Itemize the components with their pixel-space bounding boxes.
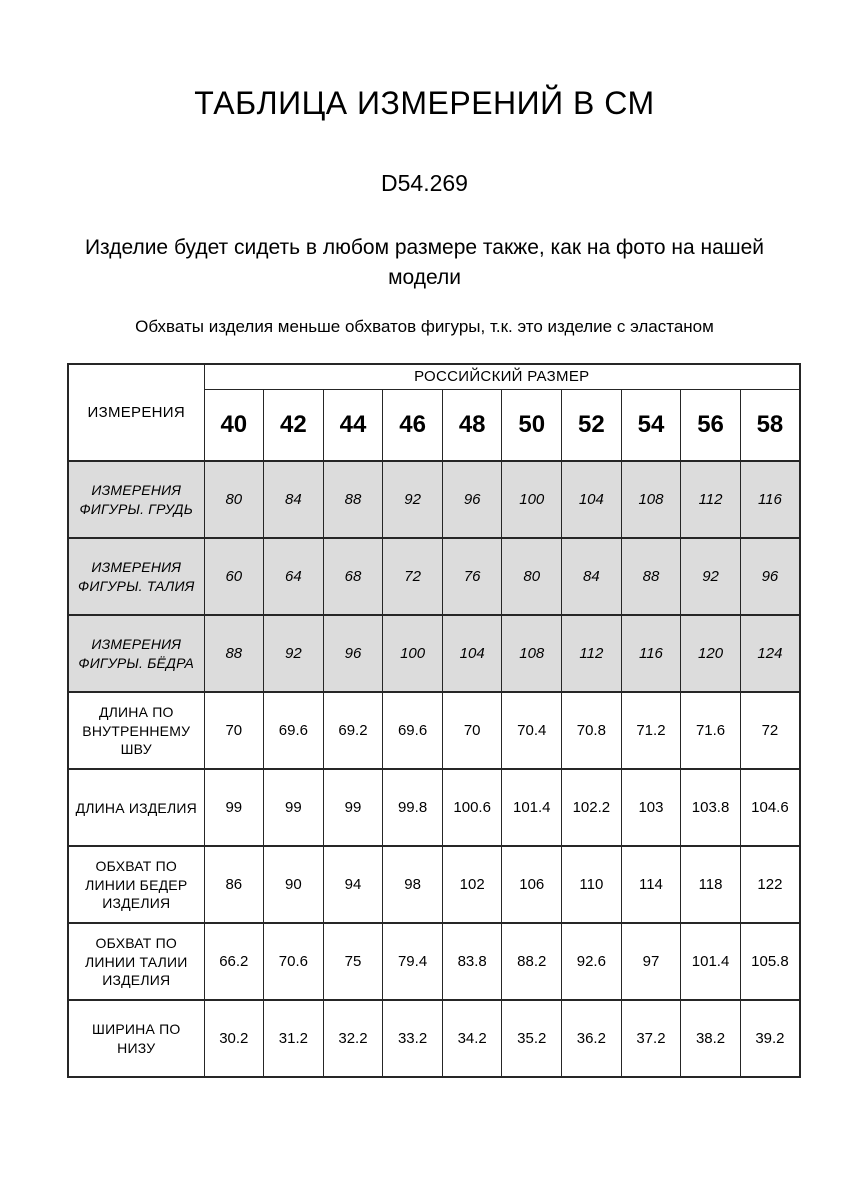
size-group-header: РОССИЙСКИЙ РАЗМЕР	[204, 364, 800, 389]
value-cell: 76	[442, 538, 502, 615]
value-cell: 116	[740, 461, 800, 538]
row-label-cell: ОБХВАТ ПО ЛИНИИ ТАЛИИ ИЗДЕЛИЯ	[68, 923, 204, 1000]
row-label-cell: ДЛИНА ПО ВНУТРЕННЕМУ ШВУ	[68, 692, 204, 769]
value-cell: 88	[323, 461, 383, 538]
value-cell: 100	[502, 461, 562, 538]
value-cell: 36.2	[562, 1000, 622, 1077]
value-cell: 92	[383, 461, 443, 538]
value-cell: 100	[383, 615, 443, 692]
row-label-cell: ИЗМЕРЕНИЯ ФИГУРЫ. БЁДРА	[68, 615, 204, 692]
value-cell: 34.2	[442, 1000, 502, 1077]
value-cell: 60	[204, 538, 264, 615]
value-cell: 110	[562, 846, 622, 923]
page-title: ТАБЛИЦА ИЗМЕРЕНИЙ В СМ	[194, 85, 655, 121]
row-label-cell: ИЗМЕРЕНИЯ ФИГУРЫ. ГРУДЬ	[68, 461, 204, 538]
value-cell: 112	[681, 461, 741, 538]
value-cell: 96	[740, 538, 800, 615]
size-header-cell: 40	[204, 389, 264, 461]
value-cell: 124	[740, 615, 800, 692]
size-header-cell: 58	[740, 389, 800, 461]
row-label-cell: ДЛИНА ИЗДЕЛИЯ	[68, 769, 204, 846]
size-header-cell: 56	[681, 389, 741, 461]
row-label-cell: ОБХВАТ ПО ЛИНИИ БЕДЕР ИЗДЕЛИЯ	[68, 846, 204, 923]
measurements-table	[67, 363, 801, 1078]
value-cell: 69.6	[264, 692, 324, 769]
value-cell: 37.2	[621, 1000, 681, 1077]
value-cell: 92.6	[562, 923, 622, 1000]
value-cell: 102.2	[562, 769, 622, 846]
value-cell: 88	[204, 615, 264, 692]
value-cell: 33.2	[383, 1000, 443, 1077]
value-cell: 84	[562, 538, 622, 615]
value-cell: 99.8	[383, 769, 443, 846]
value-cell: 92	[264, 615, 324, 692]
table-row	[68, 692, 800, 769]
value-cell: 80	[204, 461, 264, 538]
value-cell: 38.2	[681, 1000, 741, 1077]
value-cell: 96	[442, 461, 502, 538]
value-cell: 99	[264, 769, 324, 846]
value-cell: 101.4	[681, 923, 741, 1000]
model-code: D54.269	[381, 170, 468, 197]
value-cell: 72	[383, 538, 443, 615]
value-cell: 102	[442, 846, 502, 923]
value-cell: 69.6	[383, 692, 443, 769]
value-cell: 108	[502, 615, 562, 692]
value-cell: 88.2	[502, 923, 562, 1000]
value-cell: 114	[621, 846, 681, 923]
size-header-cell: 52	[562, 389, 622, 461]
value-cell: 92	[681, 538, 741, 615]
value-cell: 116	[621, 615, 681, 692]
value-cell: 35.2	[502, 1000, 562, 1077]
value-cell: 97	[621, 923, 681, 1000]
value-cell: 69.2	[323, 692, 383, 769]
value-cell: 120	[681, 615, 741, 692]
table-row	[68, 846, 800, 923]
value-cell: 104	[562, 461, 622, 538]
value-cell: 104	[442, 615, 502, 692]
value-cell: 70.4	[502, 692, 562, 769]
value-cell: 70.8	[562, 692, 622, 769]
value-cell: 39.2	[740, 1000, 800, 1077]
size-header-cell: 50	[502, 389, 562, 461]
size-header-cell: 46	[383, 389, 443, 461]
value-cell: 99	[323, 769, 383, 846]
value-cell: 80	[502, 538, 562, 615]
value-cell: 103.8	[681, 769, 741, 846]
elastane-note: Обхваты изделия меньше обхватов фигуры, т.к. это изделие с эластаном	[135, 317, 714, 337]
value-cell: 71.2	[621, 692, 681, 769]
value-cell: 71.6	[681, 692, 741, 769]
value-cell: 70.6	[264, 923, 324, 1000]
table-row	[68, 1000, 800, 1077]
group-header-row	[68, 364, 800, 389]
size-header-cell: 44	[323, 389, 383, 461]
value-cell: 31.2	[264, 1000, 324, 1077]
row-label-cell: ШИРИНА ПО НИЗУ	[68, 1000, 204, 1077]
table-row	[68, 615, 800, 692]
value-cell: 88	[621, 538, 681, 615]
value-cell: 122	[740, 846, 800, 923]
value-cell: 98	[383, 846, 443, 923]
value-cell: 96	[323, 615, 383, 692]
table-row	[68, 923, 800, 1000]
size-header-cell: 54	[621, 389, 681, 461]
fit-note: Изделие будет сидеть в любом размере также, как на фото на нашей модели	[84, 236, 765, 289]
table-row	[68, 538, 800, 615]
value-cell: 101.4	[502, 769, 562, 846]
value-cell: 75	[323, 923, 383, 1000]
value-cell: 79.4	[383, 923, 443, 1000]
size-header-cell: 42	[264, 389, 324, 461]
value-cell: 106	[502, 846, 562, 923]
value-cell: 103	[621, 769, 681, 846]
size-header-cell: 48	[442, 389, 502, 461]
table-corner-header: ИЗМЕРЕНИЯ	[68, 364, 204, 461]
value-cell: 99	[204, 769, 264, 846]
value-cell: 83.8	[442, 923, 502, 1000]
value-cell: 104.6	[740, 769, 800, 846]
table-row	[68, 769, 800, 846]
value-cell: 70	[204, 692, 264, 769]
value-cell: 94	[323, 846, 383, 923]
value-cell: 108	[621, 461, 681, 538]
value-cell: 90	[264, 846, 324, 923]
value-cell: 68	[323, 538, 383, 615]
value-cell: 112	[562, 615, 622, 692]
value-cell: 105.8	[740, 923, 800, 1000]
row-label-cell: ИЗМЕРЕНИЯ ФИГУРЫ. ТАЛИЯ	[68, 538, 204, 615]
value-cell: 30.2	[204, 1000, 264, 1077]
table-row	[68, 461, 800, 538]
value-cell: 86	[204, 846, 264, 923]
value-cell: 64	[264, 538, 324, 615]
value-cell: 70	[442, 692, 502, 769]
value-cell: 32.2	[323, 1000, 383, 1077]
value-cell: 84	[264, 461, 324, 538]
value-cell: 100.6	[442, 769, 502, 846]
value-cell: 66.2	[204, 923, 264, 1000]
value-cell: 118	[681, 846, 741, 923]
value-cell: 72	[740, 692, 800, 769]
